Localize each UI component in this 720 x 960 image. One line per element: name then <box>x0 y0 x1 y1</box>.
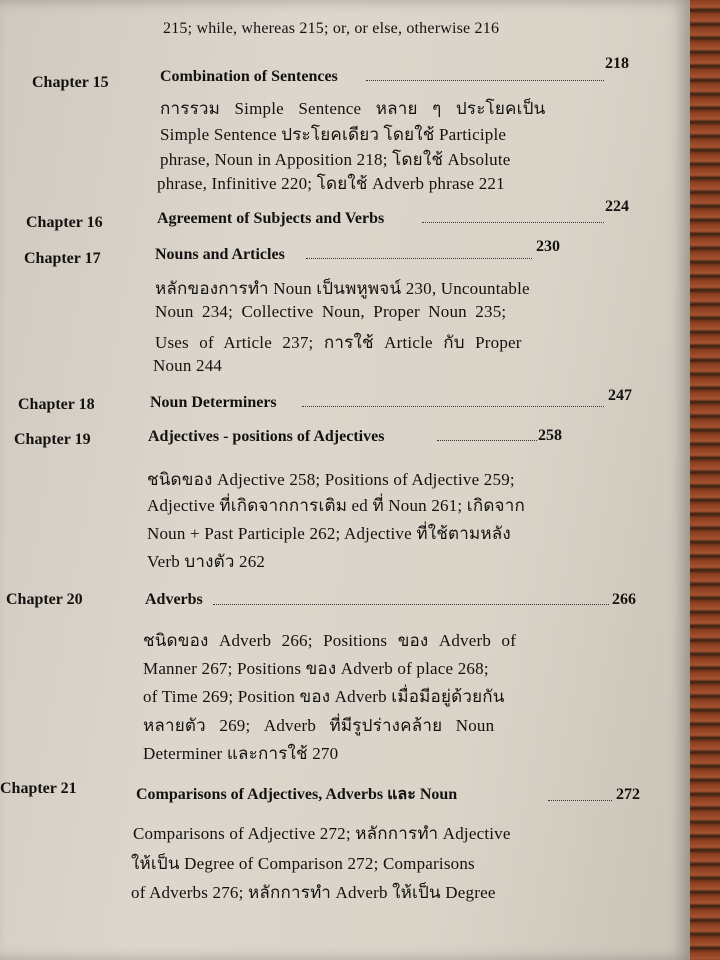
chapter-19-page: 258 <box>538 427 562 444</box>
chapter-15-desc-line-2: Simple Sentence ประโยคเดียว โดยใช้ Participle <box>160 125 507 144</box>
chapter-17-label: Chapter 17 <box>24 250 101 267</box>
chapter-15-label: Chapter 15 <box>32 74 109 91</box>
chapter-21-desc-line-3: of Adverbs 276; หลักการทำ Adverb ให้เป็น Degree <box>131 883 496 902</box>
chapter-17-desc-line-4: Noun 244 <box>153 356 223 375</box>
chapter-19-desc-line-1: ชนิดของ Adjective 258; Positions of Adjective 259; <box>147 470 515 489</box>
chapter-19-desc-line-3: Noun + Past Participle 262; Adjective ที่ใช้ตามหลัง <box>147 524 511 543</box>
chapter-19-desc-line-2: Adjective ที่เกิดจากการเติม ed ที่ Noun 261; เกิดจาก <box>147 496 525 515</box>
chapter-15-desc-line-1: การรวม Simple Sentence หลาย ๆ ประโยคเป็น <box>160 99 546 118</box>
chapter-18-title: Noun Determiners <box>150 394 277 411</box>
chapter-17-title: Nouns and Articles <box>155 246 285 263</box>
chapter-20-title: Adverbs <box>145 591 203 608</box>
page-edges <box>690 0 720 960</box>
chapter-20-desc-line-1: ชนิดของ Adverb 266; Positions ของ Adverb of <box>143 631 517 650</box>
chapter-20-desc-line-2: Manner 267; Positions ของ Adverb of place 268; <box>143 659 489 678</box>
chapter-17-desc-line-3: Uses of Article 237; การใช้ Article กับ Proper <box>155 333 522 352</box>
chapter-21-desc-line-1: Comparisons of Adjective 272; หลักการทำ Adjective <box>133 824 511 843</box>
chapter-15-page: 218 <box>605 55 629 72</box>
chapter-19-label: Chapter 19 <box>14 431 91 448</box>
chapter-18-leader <box>302 406 604 407</box>
chapter-21-leader <box>548 800 612 801</box>
chapter-15-desc-line-4: phrase, Infinitive 220; โดยใช้ Adverb phrase 221 <box>157 174 505 193</box>
intro-line: 215; while, whereas 215; or, or else, otherwise 216 <box>163 20 500 37</box>
chapter-16-page: 224 <box>605 198 629 215</box>
chapter-21-desc-line-2: ให้เป็น Degree of Comparison 272; Comparisons <box>131 854 475 873</box>
chapter-16-leader <box>422 222 604 223</box>
chapter-15-leader <box>366 80 604 81</box>
chapter-17-page: 230 <box>536 238 560 255</box>
chapter-15-title: Combination of Sentences <box>160 68 338 85</box>
chapter-21-page: 272 <box>616 786 640 803</box>
chapter-18-page: 247 <box>608 387 632 404</box>
chapter-18-label: Chapter 18 <box>18 396 95 413</box>
chapter-16-title: Agreement of Subjects and Verbs <box>157 210 385 227</box>
chapter-19-leader <box>437 440 537 441</box>
chapter-19-desc-line-4: Verb บางตัว 262 <box>147 552 266 571</box>
chapter-15-desc-line-3: phrase, Noun in Apposition 218; โดยใช้ Absolute <box>160 150 511 169</box>
chapter-17-desc-line-1: หลักของการทำ Noun เป็นพหูพจน์ 230, Uncountable <box>155 279 530 298</box>
chapter-20-desc-line-4: หลายตัว 269; Adverb ที่มีรูปร่างคล้าย Noun <box>143 716 495 735</box>
chapter-21-title: Comparisons of Adjectives, Adverbs และ Noun <box>136 786 458 803</box>
chapter-17-desc-line-2: Noun 234; Collective Noun, Proper Noun 235; <box>155 302 507 321</box>
chapter-20-desc-line-3: of Time 269; Position ของ Adverb เมื่อมีอยู่ด้วยกัน <box>143 687 505 706</box>
chapter-17-leader <box>306 258 532 259</box>
chapter-20-desc-line-5: Determiner และการใช้ 270 <box>143 744 339 763</box>
chapter-19-title: Adjectives - positions of Adjectives <box>148 428 385 445</box>
chapter-20-page: 266 <box>612 591 636 608</box>
chapter-16-label: Chapter 16 <box>26 214 103 231</box>
chapter-21-label: Chapter 21 <box>0 780 77 797</box>
chapter-20-label: Chapter 20 <box>6 591 83 608</box>
chapter-20-leader <box>213 604 609 605</box>
